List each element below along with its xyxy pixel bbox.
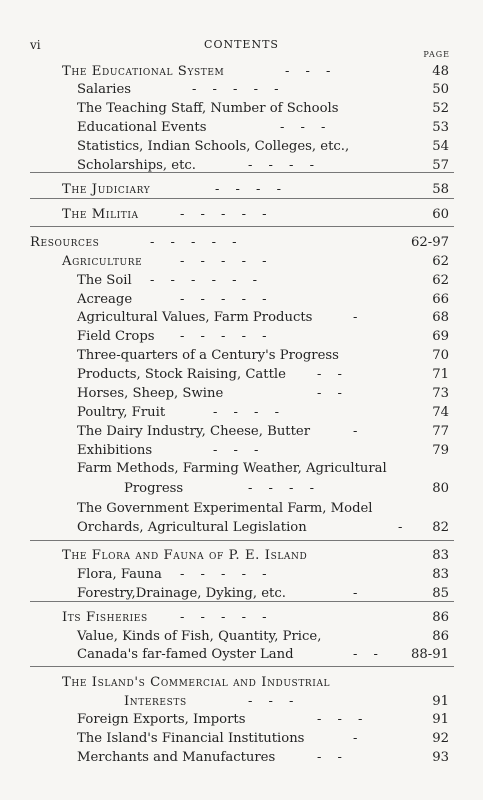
toc-page-number: 69	[432, 329, 449, 344]
toc-leader-dashes: - - -	[285, 64, 337, 79]
toc-entry	[0, 327, 483, 346]
toc-entry	[0, 710, 483, 729]
toc-entry	[0, 729, 483, 748]
toc-entry-title: Agriculture	[62, 254, 143, 269]
toc-leader-dashes: - - - - -	[180, 207, 273, 222]
toc-leader-dashes: -	[353, 586, 364, 601]
section-divider	[30, 172, 454, 173]
toc-page-number: 68	[432, 310, 449, 325]
toc-entry	[0, 205, 483, 224]
toc-entry	[0, 627, 483, 646]
toc-page-number: 73	[432, 386, 449, 401]
toc-leader-dashes: - - - - -	[192, 82, 285, 97]
toc-leader-dashes: -	[353, 424, 364, 439]
toc-entry	[0, 403, 483, 422]
toc-leader-dashes: - - -	[213, 443, 265, 458]
toc-entry-title: Products, Stock Raising, Cattle	[77, 367, 286, 382]
toc-entry-title: Merchants and Manufactures	[77, 750, 276, 765]
toc-entry-title: Orchards, Agricultural Legislation	[77, 520, 307, 535]
toc-leader-dashes: - - - -	[215, 182, 287, 197]
toc-entry	[0, 118, 483, 137]
toc-leader-dashes: -	[353, 731, 364, 746]
toc-page-number: 82	[432, 520, 449, 535]
toc-page-number: 79	[432, 443, 449, 458]
toc-page-number: 74	[432, 405, 449, 420]
toc-entry-title: The Soil	[77, 273, 132, 288]
toc-entry	[0, 608, 483, 627]
toc-entry-title: Field Crops	[77, 329, 155, 344]
toc-entry-title: The Island's Commercial and Industrial	[62, 675, 331, 690]
toc-page-number: 62	[432, 254, 449, 269]
toc-page-number: 54	[432, 139, 449, 154]
toc-page-number: 86	[432, 610, 449, 625]
toc-entry	[0, 365, 483, 384]
toc-entry-title: Scholarships, etc.	[77, 158, 196, 173]
toc-entry-title: The Dairy Industry, Cheese, Butter	[77, 424, 311, 439]
toc-page-number: 80	[432, 481, 449, 496]
toc-leader-dashes: - -	[317, 750, 348, 765]
toc-leader-dashes: - - - - -	[180, 329, 273, 344]
toc-page-number: 60	[432, 207, 449, 222]
page-column-label: PAGE	[423, 50, 450, 59]
toc-page-number: 48	[432, 64, 449, 79]
toc-entry	[0, 137, 483, 156]
toc-entry	[0, 99, 483, 118]
toc-entry-title: Forestry,Drainage, Dyking, etc.	[77, 586, 286, 601]
toc-entry	[0, 80, 483, 99]
toc-page-number: 91	[432, 712, 449, 727]
toc-entry	[0, 308, 483, 327]
toc-entry	[0, 692, 483, 711]
toc-entry	[0, 459, 483, 478]
toc-entry	[0, 252, 483, 271]
toc-entry-title: Horses, Sheep, Swine	[77, 386, 224, 401]
toc-entry	[0, 271, 483, 290]
toc-entry-title: The Militia	[62, 207, 139, 222]
toc-leader-dashes: -	[353, 310, 364, 325]
toc-page-number: 83	[432, 548, 449, 563]
toc-entry-title: Educational Events	[77, 120, 207, 135]
page-number: vi	[30, 38, 41, 52]
toc-entry	[0, 479, 483, 498]
section-divider	[30, 666, 454, 667]
toc-page-number: 88-91	[410, 647, 449, 662]
toc-entry-title: Value, Kinds of Fish, Quantity, Price,	[77, 629, 322, 644]
toc-entry	[0, 673, 483, 692]
toc-page-number: 93	[432, 750, 449, 765]
toc-leader-dashes: - -	[317, 386, 348, 401]
toc-page-number: 57	[432, 158, 449, 173]
toc-page-number: 52	[432, 101, 449, 116]
toc-page-number: 62-97	[410, 235, 449, 250]
toc-leader-dashes: - - - - - -	[150, 273, 264, 288]
toc-entry-title: Its Fisheries	[62, 610, 148, 625]
toc-entry-title: The Island's Financial Institutions	[77, 731, 305, 746]
toc-leader-dashes: - - - - -	[150, 235, 243, 250]
toc-entry	[0, 346, 483, 365]
toc-entry-title: The Judiciary	[62, 182, 151, 197]
toc-leader-dashes: - - - -	[248, 158, 320, 173]
toc-entry-title: Statistics, Indian Schools, Colleges, etc.,	[77, 139, 350, 154]
toc-leader-dashes: - - -	[317, 712, 369, 727]
toc-page-number: 77	[432, 424, 449, 439]
toc-entry-title: Progress	[124, 481, 184, 496]
toc-page-number: 66	[432, 292, 449, 307]
toc-leader-dashes: - - -	[280, 120, 332, 135]
toc-entry-title: Three-quarters of a Century's Progress	[77, 348, 339, 363]
section-divider	[30, 601, 454, 602]
toc-page-number: 62	[432, 273, 449, 288]
toc-entry	[0, 233, 483, 252]
toc-entry-title: The Teaching Staff, Number of Schools	[77, 101, 339, 116]
toc-entry-title: Foreign Exports, Imports	[77, 712, 246, 727]
toc-entry	[0, 499, 483, 518]
toc-entry	[0, 62, 483, 81]
toc-entry	[0, 441, 483, 460]
toc-entry-title: Canada's far-famed Oyster Land	[77, 647, 294, 662]
toc-leader-dashes: - - - -	[213, 405, 285, 420]
toc-entry-title: Poultry, Fruit	[77, 405, 166, 420]
toc-entry-title: Salaries	[77, 82, 132, 97]
section-divider	[30, 226, 454, 227]
toc-entry	[0, 290, 483, 309]
toc-entry-title: Interests	[124, 694, 187, 709]
toc-page-number: 92	[432, 731, 449, 746]
toc-entry	[0, 565, 483, 584]
toc-page-number: 53	[432, 120, 449, 135]
toc-leader-dashes: - -	[353, 647, 384, 662]
toc-entry-title: The Flora and Fauna of P. E. Island	[62, 548, 308, 563]
section-divider	[30, 198, 454, 199]
toc-entry-title: The Educational System	[62, 64, 225, 79]
page-title: CONTENTS	[204, 38, 279, 51]
toc-entry	[0, 546, 483, 565]
toc-entry-title: Agricultural Values, Farm Products	[77, 310, 313, 325]
toc-page-number: 58	[432, 182, 449, 197]
toc-page-number: 91	[432, 694, 449, 709]
toc-leader-dashes: - - - - -	[180, 292, 273, 307]
toc-leader-dashes: - - - - -	[180, 610, 273, 625]
toc-entry	[0, 384, 483, 403]
toc-leader-dashes: - -	[317, 367, 348, 382]
toc-entry	[0, 180, 483, 199]
toc-entry	[0, 645, 483, 664]
toc-page-number: 83	[432, 567, 449, 582]
toc-entry	[0, 748, 483, 767]
toc-entry-title: Flora, Fauna	[77, 567, 162, 582]
toc-entry-title: Resources	[30, 235, 100, 250]
toc-page-number: 85	[432, 586, 449, 601]
toc-page-number: 50	[432, 82, 449, 97]
toc-entry-title: Exhibitions	[77, 443, 153, 458]
toc-leader-dashes: - - - - -	[180, 254, 273, 269]
toc-entry	[0, 422, 483, 441]
toc-entry-title: Farm Methods, Farming Weather, Agricultural	[77, 461, 387, 476]
toc-leader-dashes: - - - -	[248, 481, 320, 496]
toc-entry	[0, 518, 483, 537]
toc-leader-dashes: - - - - -	[180, 567, 273, 582]
toc-entry-title: Acreage	[77, 292, 133, 307]
toc-entry-title: The Government Experimental Farm, Model	[77, 501, 373, 516]
toc-leader-dashes: -	[398, 520, 409, 535]
toc-page-number: 71	[432, 367, 449, 382]
toc-page-number: 70	[432, 348, 449, 363]
toc-page-number: 86	[432, 629, 449, 644]
toc-leader-dashes: - - -	[248, 694, 300, 709]
section-divider	[30, 540, 454, 541]
